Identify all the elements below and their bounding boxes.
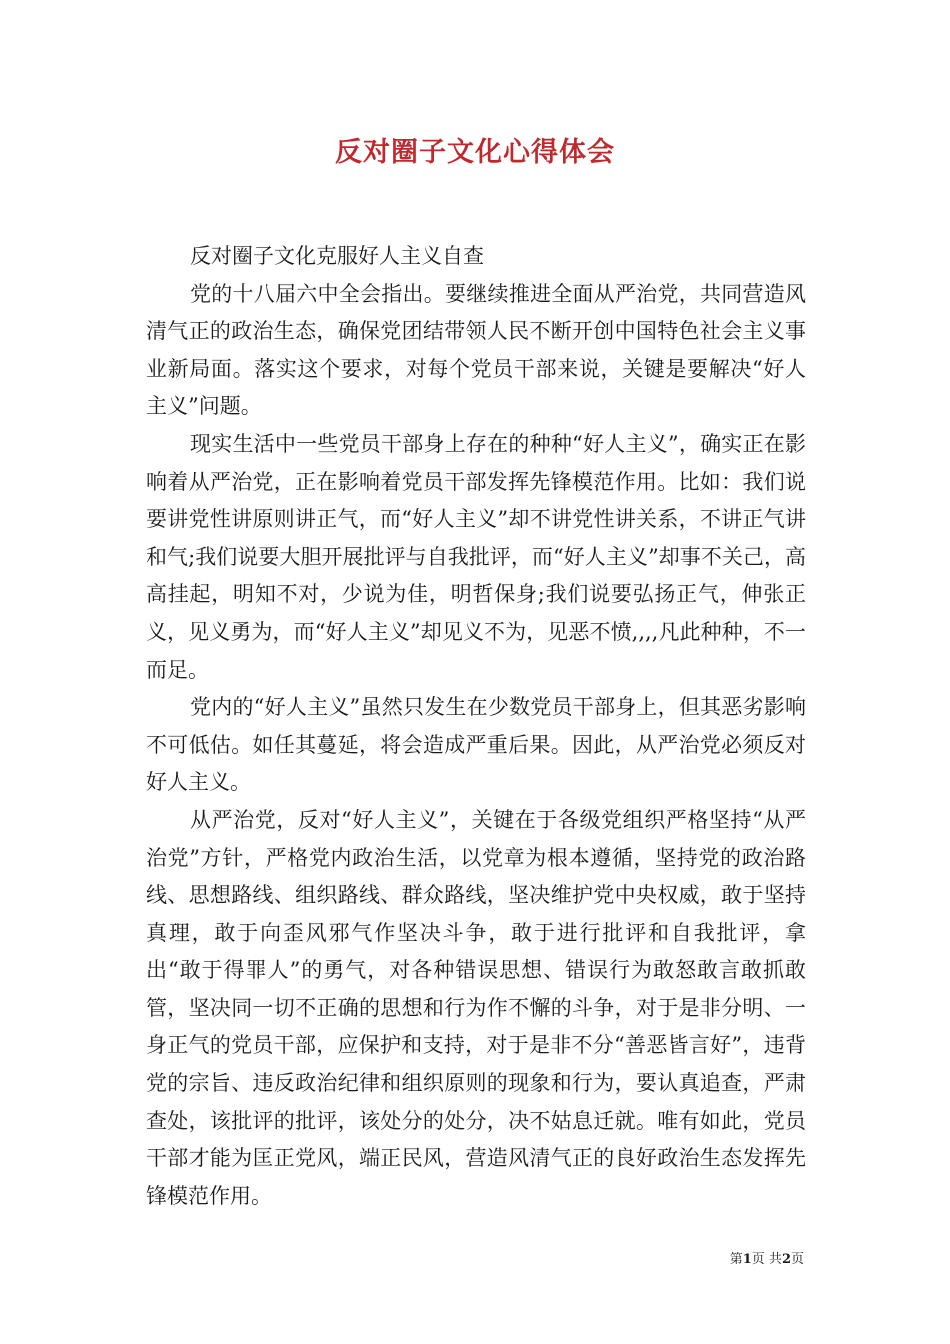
paragraph-3: 党内的“好人主义”虽然只发生在少数党员干部身上，但其恶劣影响不可低估。如任其蔓延，将会造成严重后果。因此，从严治党必须反对好人主义。	[146, 695, 806, 795]
footer-middle: 页 共	[751, 1252, 782, 1267]
document-subtitle: 反对圈子文化克服好人主义自查	[190, 244, 484, 268]
footer-prefix: 第	[729, 1252, 743, 1267]
footer-total-pages: 2	[781, 1252, 791, 1267]
document-body	[146, 238, 806, 1215]
footer-suffix: 页	[790, 1252, 804, 1267]
paragraph-2: 现实生活中一些党员干部身上存在的种种“好人主义”，确实正在影响着从严治党，正在影响着党员干部发挥先锋模范作用。比如：我们说要讲党性讲原则讲正气，而“好人主义”却不讲党性讲关系，不讲正气讲和气;我们说要大胆开展批评与自我批评，而“好人主义”却事不关己，高高挂起，明知不对，少说为佳，明哲保身;我们说要弘扬正气，伸张正义，见义勇为，而“好人主义”却见义不为，见恶不愤,,,,凡此种种，不一而足。	[146, 431, 806, 682]
footer-current-page: 1	[742, 1252, 752, 1267]
paragraph-4: 从严治党，反对“好人主义”，关键在于各级党组织严格坚持“从严治党”方针，严格党内政治生活，以党章为根本遵循，坚持党的政治路线、思想路线、组织路线、群众路线，坚决维护党中央权威，敢于坚持真理，敢于向歪风邪气作坚决斗争，敢于进行批评和自我批评，拿出“敢于得罪人”的勇气，对各种错误思想、错误行为敢怒敢言敢抓敢管，坚决同一切不正确的思想和行为作不懈的斗争，对于是非分明、一身正气的党员干部，应保护和支持，对于是非不分“善恶皆言好”，违背党的宗旨、违反政治纪律和组织原则的现象和行为，要认真追查，严肃查处，该批评的批评，该处分的处分，决不姑息迁就。唯有如此，党员干部才能为匡正党风，端正民风，营造风清气正的良好政治生态发挥先锋模范作用。	[146, 807, 806, 1208]
document-title: 反对圈子文化心得体会	[335, 137, 615, 168]
paragraph-1: 党的十八届六中全会指出。要继续推进全面从严治党，共同营造风清气正的政治生态，确保党团结带领人民不断开创中国特色社会主义事业新局面。落实这个要求，对每个党员干部来说，关键是要解决“好人主义”问题。	[146, 281, 806, 419]
page-number-footer	[730, 1248, 804, 1267]
